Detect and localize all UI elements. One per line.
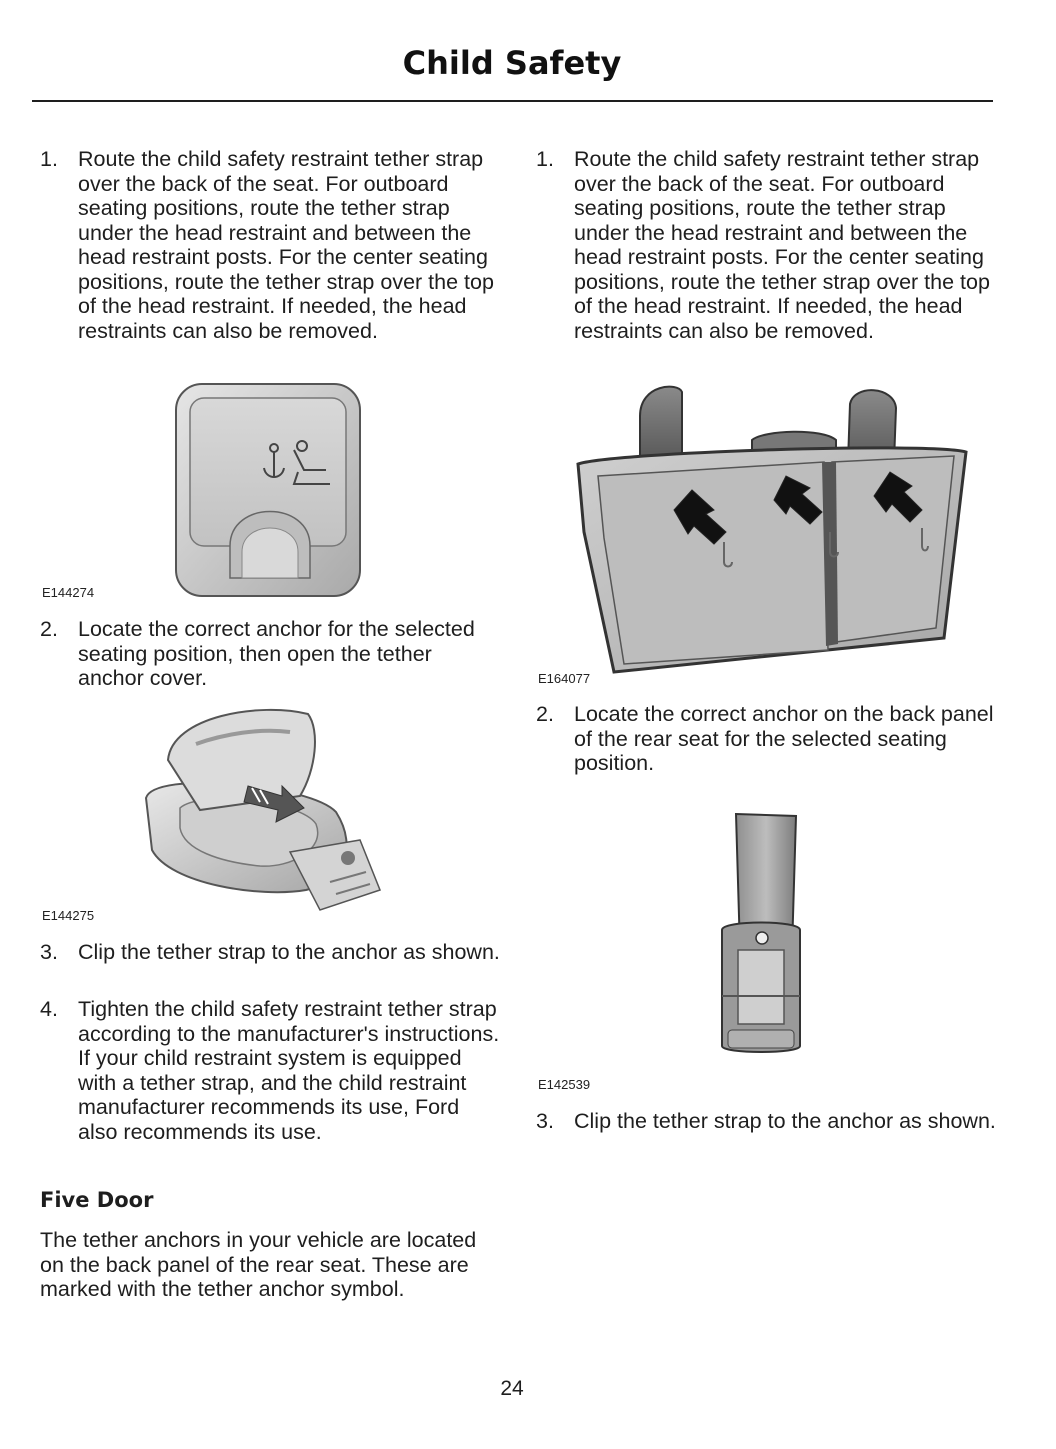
figure-code: E144274 bbox=[42, 585, 95, 600]
step-text: Clip the tether strap to the anchor as shown. bbox=[78, 940, 500, 964]
step-number: 3. bbox=[40, 940, 58, 964]
rear-seat-back-panel-illustration bbox=[574, 382, 970, 674]
figure-code: E144275 bbox=[42, 908, 95, 923]
step-number: 1. bbox=[40, 147, 58, 171]
step-number: 1. bbox=[536, 147, 554, 171]
page-number: 24 bbox=[500, 1377, 524, 1400]
page-title: Child Safety bbox=[402, 44, 622, 82]
step-text: Locate the correct anchor for the selected seating position, then open the tether anchor cover. bbox=[78, 617, 475, 690]
step-text: Locate the correct anchor on the back panel of the rear seat for the selected seating position. bbox=[574, 702, 994, 775]
step-number: 3. bbox=[536, 1109, 554, 1133]
step-text: Route the child safety restraint tether strap over the back of the seat. For outboard seating positions, route the tether strap under the head restraint and between the head restraint posts. For the center seating positions, route the tether strap over the top of the head restraint. If needed, the head restraints can also be removed. bbox=[574, 147, 990, 343]
tether-anchor-cover-closed-illustration bbox=[170, 380, 370, 602]
tether-anchor-strap-clip-illustration bbox=[716, 810, 806, 1058]
step-number: 4. bbox=[40, 997, 58, 1021]
title-divider bbox=[32, 100, 993, 102]
step-text: Route the child safety restraint tether strap over the back of the seat. For outboard seating positions, route the tether strap under the head restraint and between the head restraint posts. For the center seating positions, route the tether strap over the top of the head restraint. If needed, the head restraints can also be removed. bbox=[78, 147, 494, 343]
five-door-heading: Five Door bbox=[40, 1188, 154, 1212]
step-number: 2. bbox=[536, 702, 554, 726]
figure-code: E142539 bbox=[538, 1077, 591, 1092]
step-text: Tighten the child safety restraint tether strap according to the manufacturer's instructions. If your child restraint system is equipped with a tether strap, and the child restraint manufacturer recommends its use, Ford also recommends its use. bbox=[78, 997, 500, 1144]
tether-anchor-cover-open-illustration bbox=[140, 700, 390, 926]
five-door-paragraph: The tether anchors in your vehicle are located on the back panel of the rear seat. These are marked with the tether anchor symbol. bbox=[40, 1228, 477, 1301]
step-text: Clip the tether strap to the anchor as shown. bbox=[574, 1109, 996, 1133]
figure-code: E164077 bbox=[538, 671, 591, 686]
step-number: 2. bbox=[40, 617, 58, 641]
